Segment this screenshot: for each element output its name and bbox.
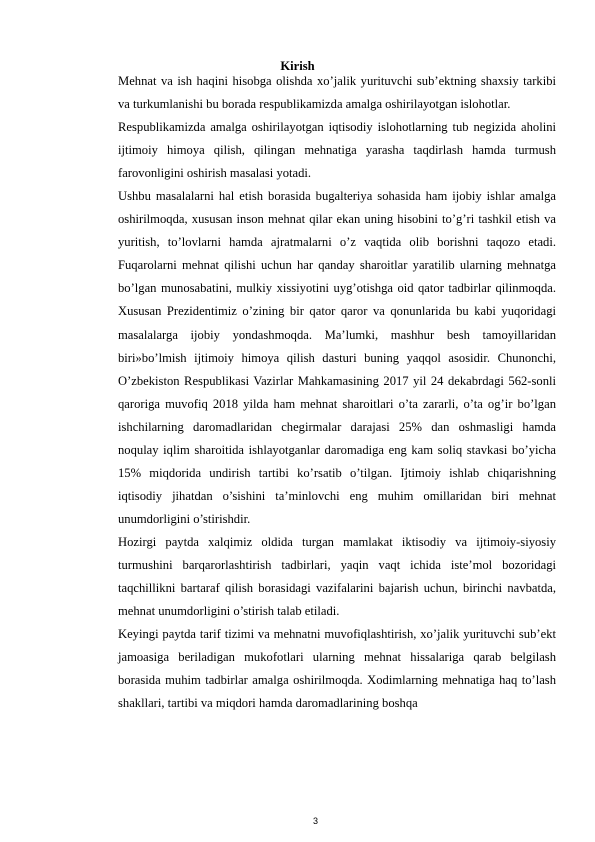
page-number: 3 xyxy=(312,816,318,826)
paragraph-5: Keyingi paytda tarif tizimi va mehnatni muvofiqlashtirish, xo’jalik yurituvchi sub’ekt jamoasiga beriladigan mukofotlari ularning mehnat hissalariga qarab belgilash borasida muhim tadbirlar amalga oshirilmoqda. Xodimlarning mehnatiga haq to’lash shakllari, tartibi va miqdori hamda daromadlarining boshqa xyxy=(118,627,556,711)
page-title: Kirish xyxy=(280,59,315,73)
paragraph-1: Mehnat va ish haqini hisobga olishda xo’jalik yurituvchi sub’ektning shaxsiy tarkibi va turkumlanishi bu borada respublikamizda amalga oshirilayotgan islohotlar. xyxy=(118,74,556,112)
paragraph-4: Hozirgi paytda xalqimiz oldida turgan mamlakat iktisodiy va ijtimoiy-siyosiy turmushini barqarorlashtirish tadbirlari, yaqin vaqt ichida iste’mol bozoridagi taqchillikni bartaraf qilish borasidagi vazifalarini bajarish uchun, birinchi navbatda, mehnat unumdorligini o’stirish talab etiladi. xyxy=(118,534,556,619)
paragraph-3: Ushbu masalalarni hal etish borasida bugalteriya sohasida ham ijobiy ishlar amalga oshirilmoqda, xususan inson mehnat qilar ekan uning hisobini to’g’ri tashkil etish va yuritish, to’lovlarni hamda ajratmalarni o’z vaqtida olib borishni taqozo etadi. Fuqarolarni mehnat qilishi uchun har qanday sharoitlar yaratilib ularning mehnatga bo’lgan munosabatini, mulkiy xissiyotini uyg’otishga oid qator tadbirlar qilinmoqda. Xususan Prezidentimiz o’zining bir qator qaror va qonunlarida bu kabi yuqoridagi masalalarga ijobiy yondashmoqda. Ma’lumki, mashhur besh tamoyillaridan biri»bo’lmish ijtimoiy himoya qilish dasturi buning yaqqol asosidir. Chunonchi, O’zbekiston Respublikasi Vazirlar Mahkamasining 2017 yil 24 dekabrdagi 562-sonli qaroriga muvofiq 2018 yilda ham mehnat sharoitlari o’ta zararli, o’ta og’ir bo’lgan ishchilarning daromadlaridan chegirmalar darajasi 25% dan oshmasligi hamda noqulay iqlim sharoitida ishlayotganlar daromadiga eng kam soliq stavkasi bo’yicha 15% miqdorida undirish tartibi ko’rsatib o’tilgan. Ijtimoiy ishlab chiqarishning iqtisodiy jihatdan o’sishini ta’minlovchi eng muhim omillaridan biri mehnat unumdorligini o’stirishdir. xyxy=(118,189,556,526)
body-text xyxy=(118,70,556,715)
paragraph-2: Respublikamizda amalga oshirilayotgan iqtisodiy islohotlarning tub negizida aholini ijtimoiy himoya qilish, qilingan mehnatiga yarasha taqdirlash hamda turmush farovonligini oshirish masalasi yotadi. xyxy=(118,120,556,181)
